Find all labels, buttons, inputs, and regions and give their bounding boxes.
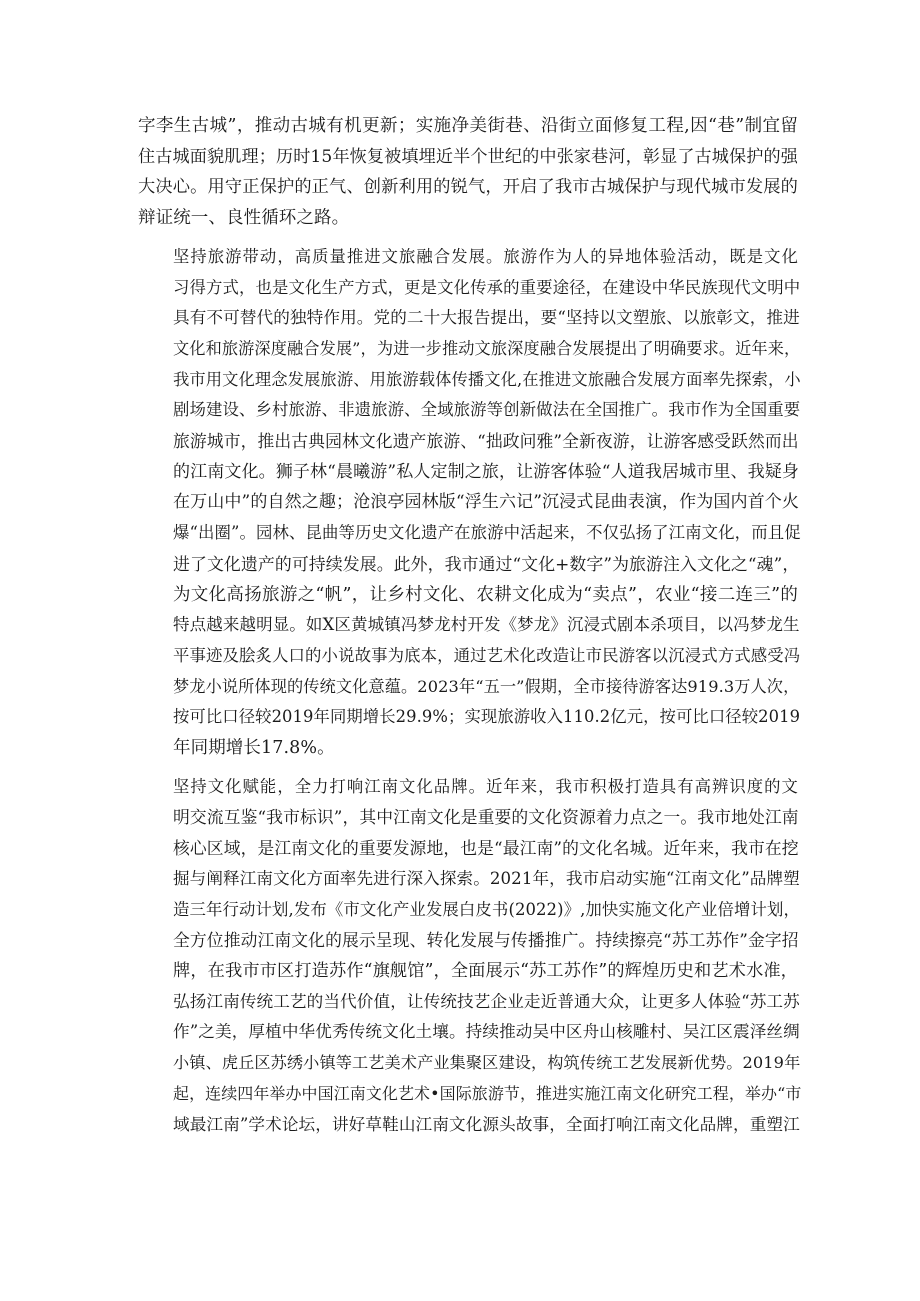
text-line: 住古城面貌肌理；历时15年恢复被填埋近半个世纪的中张家巷河，彰显了古城保护的强	[138, 146, 798, 167]
text-line: 的江南文化。狮子林“晨曦游”私人定制之旅，让游客体验“人道我居城市里、我疑身	[173, 461, 800, 482]
text-line: 为文化高扬旅游之“帆”，让乡村文化、农耕文化成为“卖点”，农业“接二连三”的	[173, 584, 798, 605]
text-line: 全方位推动江南文化的展示呈现、转化发展与传播推广。持续擦亮“苏工苏作”金字招	[173, 930, 799, 951]
text-line: 旅游城市，推出古典园林文化遗产旅游、“拙政问雅”全新夜游，让游客感受跃然而出	[173, 431, 799, 452]
text-line: 大决心。用守正保护的正气、创新利用的锐气，开启了我市古城保护与现代城市发展的	[138, 177, 798, 198]
text-line: 年同期增长17.8%。	[173, 738, 335, 759]
text-line: 我市用文化理念发展旅游、用旅游载体传播文化,在推进文旅融合发展方面率先探索，小	[173, 369, 801, 389]
text-line: 特点越来越明显。如X区黄城镇冯梦龙村开发《梦龙》沉浸式剧本杀项目，以冯梦龙生	[173, 615, 800, 635]
text-line: 域最江南”学术论坛，讲好草鞋山江南文化源头故事，全面打响江南文化品牌，重塑江	[173, 1114, 800, 1134]
text-line: 按可比口径较2019年同期增长29.9%；实现旅游收入110.2亿元，按可比口径较2019	[173, 707, 801, 727]
text-line: 辩证统一、良性循环之路。	[138, 208, 350, 229]
text-line: 字李生古城”，推动古城有机更新；实施净美街巷、沿街立面修复工程,因“巷”制宜留	[138, 116, 798, 136]
text-line: 明交流互鉴“我市标识”，其中江南文化是重要的文化资源着力点之一。我市地处江南	[173, 807, 799, 828]
text-line: 掘与阐释江南文化方面率先进行深入探索。2021年，我市启动实施“江南文化”品牌塑	[173, 868, 800, 888]
paragraph-tourism	[138, 242, 801, 764]
text-line: 核心区域，是江南文化的重要发源地，也是“最江南”的文化名城。近年来，我市在挖	[173, 838, 799, 859]
text-line: 习得方式，也是文化生产方式，更是文化传承的重要途径，在建设中华民族现代文明中	[173, 277, 801, 297]
text-line: 造三年行动计划,发布《市文化产业发展白皮书(2022)》,加快实施文化产业倍增计划，	[173, 899, 800, 919]
text-line: 进了文化遗产的可持续发展。此外，我市通过“文化+数字”为旅游注入文化之“魂”，	[173, 553, 800, 574]
text-line: 小镇、虎丘区苏绣小镇等工艺美术产业集聚区建设，构筑传统工艺发展新优势。2019年	[173, 1053, 801, 1073]
text-line: 剧场建设、乡村旅游、非遗旅游、全域旅游等创新做法在全国推广。我市作为全国重要	[173, 400, 801, 420]
text-line: 在万山中”的自然之趣；沧浪亭园林版“浮生六记”沉浸式昆曲表演，作为国内首个火	[173, 492, 800, 513]
text-line: 爆“出圈”。园林、昆曲等历史文化遗产在旅游中活起来，不仅弘扬了江南文化，而且促	[173, 523, 801, 543]
text-line: 牌，在我市市区打造苏作“旗舰馆”，全面展示“苏工苏作”的辉煌历史和艺术水准，	[173, 960, 799, 981]
text-line: 梦龙小说所体现的传统文化意蕴。2023年“五一”假期，全市接待游客达919.3万人次，	[173, 676, 800, 696]
text-line: 坚持文化赋能，全力打响江南文化品牌。近年来，我市积极打造具有高辨识度的文	[173, 776, 798, 796]
document-page	[138, 111, 802, 1140]
text-line: 文化和旅游深度融合发展”，为进一步推动文旅深度融合发展提出了明确要求。近年来，	[173, 338, 801, 358]
text-line: 坚持旅游带动，高质量推进文旅融合发展。旅游作为人的异地体验活动，既是文化	[173, 246, 798, 266]
text-line: 具有不可替代的独特作用。党的二十大报告提出，要“坚持以文塑旅、以旅彰文，推进	[173, 308, 800, 328]
text-line: 平事迹及脍炙人口的小说故事为底本，通过艺术化改造让市民游客以沉浸式方式感受冯	[173, 645, 801, 665]
paragraph-culture-brand	[138, 772, 802, 1140]
text-line: 起，连续四年举办中国江南文化艺术•国际旅游节，推进实施江南文化研究工程，举办“市	[173, 1083, 802, 1103]
text-line: 弘扬江南传统工艺的当代价值，让传统技艺企业走近普通大众，让更多人体验“苏工苏	[173, 991, 800, 1011]
text-line: 作”之美，厚植中华优秀传统文化土壤。持续推动吴中区舟山核雕村、吴江区震泽丝绸	[173, 1022, 800, 1042]
paragraph-ancient-city	[138, 111, 798, 234]
